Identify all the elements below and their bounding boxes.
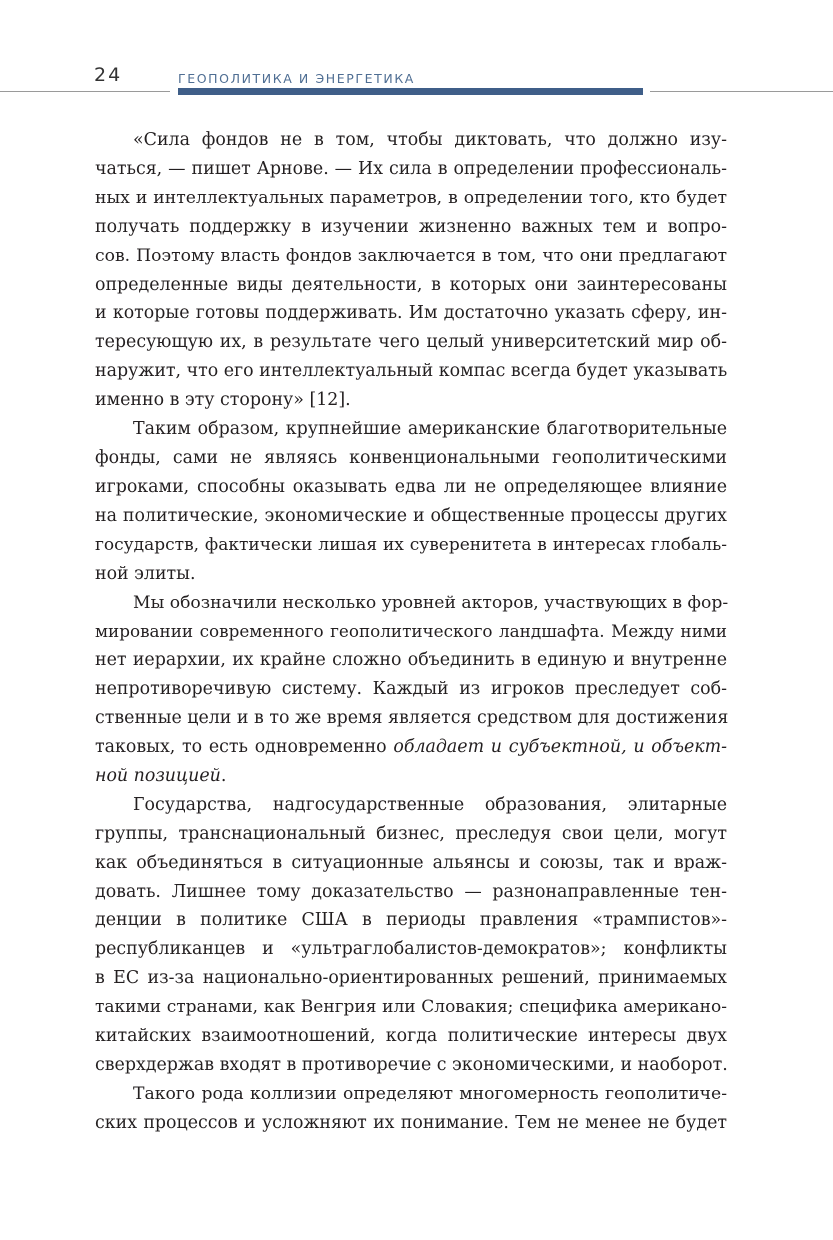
text-line: в ЕС из-за национально-ориентированных решений, принимаемых bbox=[95, 968, 727, 989]
text-line: сверхдержав входят в противоречие с экономическими, и наоборот. bbox=[95, 1055, 728, 1075]
text-line: определенные виды деятельности, в которых они заинтересованы bbox=[95, 274, 727, 295]
page-number: 24 bbox=[94, 64, 123, 86]
text-line: тересующую их, в результате чего целый университетский мир об- bbox=[95, 332, 727, 353]
italic-emphasis: ной позицией bbox=[95, 765, 221, 786]
text-line: Таким образом, крупнейшие американские благотворительные bbox=[133, 419, 727, 440]
text-line: «Сила фондов не в том, чтобы диктовать, что должно изу- bbox=[133, 130, 727, 150]
header-accent-bar bbox=[178, 88, 643, 95]
text-line: чаться, — пишет Арнове. — Их сила в определении профессиональ- bbox=[95, 158, 727, 179]
text-fragment: таковых, то есть одновременно bbox=[95, 737, 394, 758]
text-line: Мы обозначили несколько уровней акторов, участвующих в фор- bbox=[133, 592, 729, 613]
text-line: фонды, сами не являясь конвенциональными геополитическими bbox=[95, 447, 727, 468]
text-line: игроками, способны оказывать едва ли не определяющее влияние bbox=[95, 476, 727, 497]
text-line: китайских взаимоотношений, когда политические интересы двух bbox=[95, 1026, 727, 1047]
text-line: государств, фактически лишая их суверенитета в интересах глобаль- bbox=[95, 534, 727, 555]
text-line bbox=[95, 733, 727, 762]
text-fragment: . bbox=[220, 765, 227, 786]
text-line: мировании современного геополитического ландшафта. Между ними bbox=[95, 621, 727, 642]
text-line: довать. Лишнее тому доказательство — разнонаправленные тен- bbox=[95, 881, 727, 902]
text-line: Государства, надгосударственные образования, элитарные bbox=[133, 794, 727, 815]
italic-emphasis: обладает и субъектной, и объект- bbox=[393, 737, 727, 758]
running-title: ГЕОПОЛИТИКА И ЭНЕРГЕТИКА bbox=[178, 71, 415, 86]
text-line: и которые готовы поддерживать. Им достаточно указать сферу, ин- bbox=[95, 303, 727, 324]
text-line: группы, транснациональный бизнес, преследуя свои цели, могут bbox=[95, 823, 727, 844]
text-line: сов. Поэтому власть фондов заключается в том, что они предлагают bbox=[95, 245, 727, 266]
text-line: денции в политике США в периоды правления «трампистов»- bbox=[95, 910, 727, 931]
text-line: республиканцев и «ультраглобалистов-демократов»; конфликты bbox=[95, 939, 727, 960]
text-line: на политические, экономические и общественные процессы других bbox=[95, 505, 727, 526]
text-line: такими странами, как Венгрия или Словакия; специфика американо- bbox=[95, 997, 727, 1018]
text-line: непротиворечивую систему. Каждый из игроков преследует соб- bbox=[95, 679, 727, 700]
text-line: получать поддержку в изучении жизненно важных тем и вопро- bbox=[95, 216, 727, 237]
text-line: наружит, что его интеллектуальный компас всегда будет указывать bbox=[95, 361, 728, 382]
text-line bbox=[95, 762, 727, 791]
text-line: нет иерархии, их крайне сложно объединить в единую и внутренне bbox=[95, 650, 727, 671]
text-line: ских процессов и усложняют их понимание. Тем не менее не будет bbox=[95, 1112, 727, 1133]
text-line: как объединяться в ситуационные альянсы и союзы, так и враж- bbox=[95, 852, 727, 873]
text-line: ных и интеллектуальных параметров, в определении того, кто будет bbox=[95, 187, 727, 208]
header-rule-left bbox=[0, 91, 170, 92]
text-line: Такого рода коллизии определяют многомерность геополитиче- bbox=[133, 1083, 727, 1104]
header-rule-right bbox=[650, 91, 833, 92]
text-line: ной элиты. bbox=[95, 563, 196, 584]
text-line: именно в эту сторону» [12]. bbox=[95, 390, 351, 411]
body-text bbox=[95, 126, 727, 1138]
text-line: ственные цели и в то же время является средством для достижения bbox=[95, 708, 729, 729]
